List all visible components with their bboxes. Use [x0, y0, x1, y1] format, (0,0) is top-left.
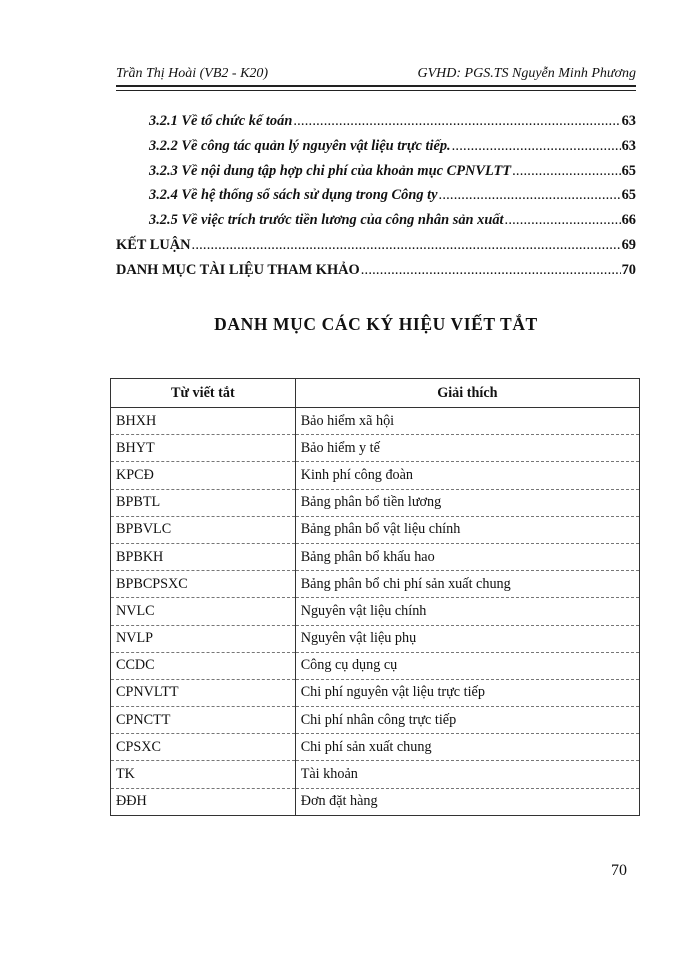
toc-entry[interactable]: [116, 138, 636, 163]
table-row: [111, 489, 640, 516]
toc-dot-leader: [452, 138, 621, 155]
column-header-explanation: Giải thích: [295, 379, 639, 408]
table-row: [111, 435, 640, 462]
table-row: [111, 516, 640, 543]
abbreviation-cell: ĐĐH: [111, 788, 296, 815]
toc-entry[interactable]: [116, 113, 636, 138]
toc-entry[interactable]: [116, 237, 636, 262]
toc-entry[interactable]: [116, 163, 636, 188]
abbreviation-cell: CPSXC: [111, 734, 296, 761]
table-header-row: [111, 379, 640, 408]
explanation-cell: Nguyên vật liệu phụ: [295, 625, 639, 652]
toc-entry-page: 63: [621, 113, 636, 129]
header-rule-thin: [116, 90, 636, 91]
toc-entry-title: 3.2.2 Về công tác quản lý nguyên vật liệu trực tiếp.: [149, 137, 451, 154]
toc-entry-title: KẾT LUẬN: [116, 236, 191, 253]
table-row: [111, 625, 640, 652]
abbreviation-cell: BPBTL: [111, 489, 296, 516]
toc-entry-page: 65: [621, 187, 636, 204]
toc-dot-leader: [439, 187, 621, 204]
table-of-contents: [116, 113, 636, 287]
abbreviation-cell: CPNCTT: [111, 707, 296, 734]
explanation-cell: Đơn đặt hàng: [295, 788, 639, 815]
page-title: DANH MỤC CÁC KÝ HIỆU VIẾT TẮT: [214, 314, 538, 334]
explanation-cell: Chi phí nhân công trực tiếp: [295, 707, 639, 734]
table-row: [111, 408, 640, 435]
column-header-abbreviation: Từ viết tắt: [111, 379, 296, 408]
explanation-cell: Bảng phân bổ tiền lương: [295, 489, 639, 516]
toc-entry-page: 66: [621, 212, 636, 229]
toc-dot-leader: [293, 113, 620, 130]
toc-entry[interactable]: [116, 212, 636, 237]
abbreviation-cell: BPBVLC: [111, 516, 296, 543]
page-number: 70: [611, 862, 627, 879]
explanation-cell: Công cụ dụng cụ: [295, 652, 639, 679]
table-row: [111, 652, 640, 679]
header-author: Trần Thị Hoài (VB2 - K20): [116, 66, 269, 81]
abbreviation-cell: NVLC: [111, 598, 296, 625]
header-rule-thick: [116, 85, 636, 87]
toc-entry-page: 65: [621, 162, 636, 179]
toc-dot-leader: [361, 262, 621, 279]
abbreviation-cell: CCDC: [111, 652, 296, 679]
table-row: [111, 543, 640, 570]
table-row: [111, 462, 640, 489]
toc-entry-title: 3.2.3 Về nội dung tập hợp chi phí của khoản mục CPNVLTT: [149, 162, 512, 179]
abbreviation-cell: TK: [111, 761, 296, 788]
page-header: [116, 64, 636, 86]
toc-entry[interactable]: [116, 187, 636, 212]
explanation-cell: Nguyên vật liệu chính: [295, 598, 639, 625]
toc-dot-leader: [192, 237, 621, 254]
toc-entry[interactable]: [116, 262, 636, 287]
table-row: [111, 679, 640, 706]
toc-entry-title: 3.2.5 Về việc trích trước tiền lương của công nhân sản xuất: [149, 212, 504, 229]
explanation-cell: Bảng phân bổ khấu hao: [295, 543, 639, 570]
abbreviation-cell: BPBCPSXC: [111, 571, 296, 598]
toc-entry-title: 3.2.1 Về tổ chức kế toán: [149, 113, 293, 129]
explanation-cell: Bảng phân bổ vật liệu chính: [295, 516, 639, 543]
table-row: [111, 598, 640, 625]
abbreviation-cell: BHXH: [111, 408, 296, 435]
abbreviation-cell: CPNVLTT: [111, 679, 296, 706]
explanation-cell: Chi phí sản xuất chung: [295, 734, 639, 761]
toc-dot-leader: [505, 212, 621, 229]
table-row: [111, 788, 640, 815]
toc-entry-page: 70: [621, 261, 636, 278]
header-supervisor: GVHD: PGS.TS Nguyễn Minh Phương: [417, 66, 636, 81]
table-row: [111, 734, 640, 761]
abbreviation-cell: BHYT: [111, 435, 296, 462]
explanation-cell: Bảo hiểm xã hội: [295, 408, 639, 435]
abbreviation-table: [110, 378, 640, 816]
explanation-cell: Bảng phân bổ chi phí sản xuất chung: [295, 571, 639, 598]
explanation-cell: Tài khoản: [295, 761, 639, 788]
toc-dot-leader: [512, 163, 621, 180]
table-row: [111, 571, 640, 598]
toc-entry-title: 3.2.4 Về hệ thống sổ sách sử dụng trong Công ty: [149, 187, 438, 204]
toc-entry-page: 69: [621, 236, 636, 253]
abbreviation-cell: NVLP: [111, 625, 296, 652]
abbreviation-cell: BPBKH: [111, 543, 296, 570]
table-row: [111, 761, 640, 788]
table-row: [111, 707, 640, 734]
explanation-cell: Chi phí nguyên vật liệu trực tiếp: [295, 679, 639, 706]
toc-entry-page: 63: [621, 137, 636, 154]
explanation-cell: Bảo hiểm y tế: [295, 435, 639, 462]
explanation-cell: Kinh phí công đoàn: [295, 462, 639, 489]
abbreviation-cell: KPCĐ: [111, 462, 296, 489]
toc-entry-title: DANH MỤC TÀI LIỆU THAM KHẢO: [116, 261, 360, 278]
